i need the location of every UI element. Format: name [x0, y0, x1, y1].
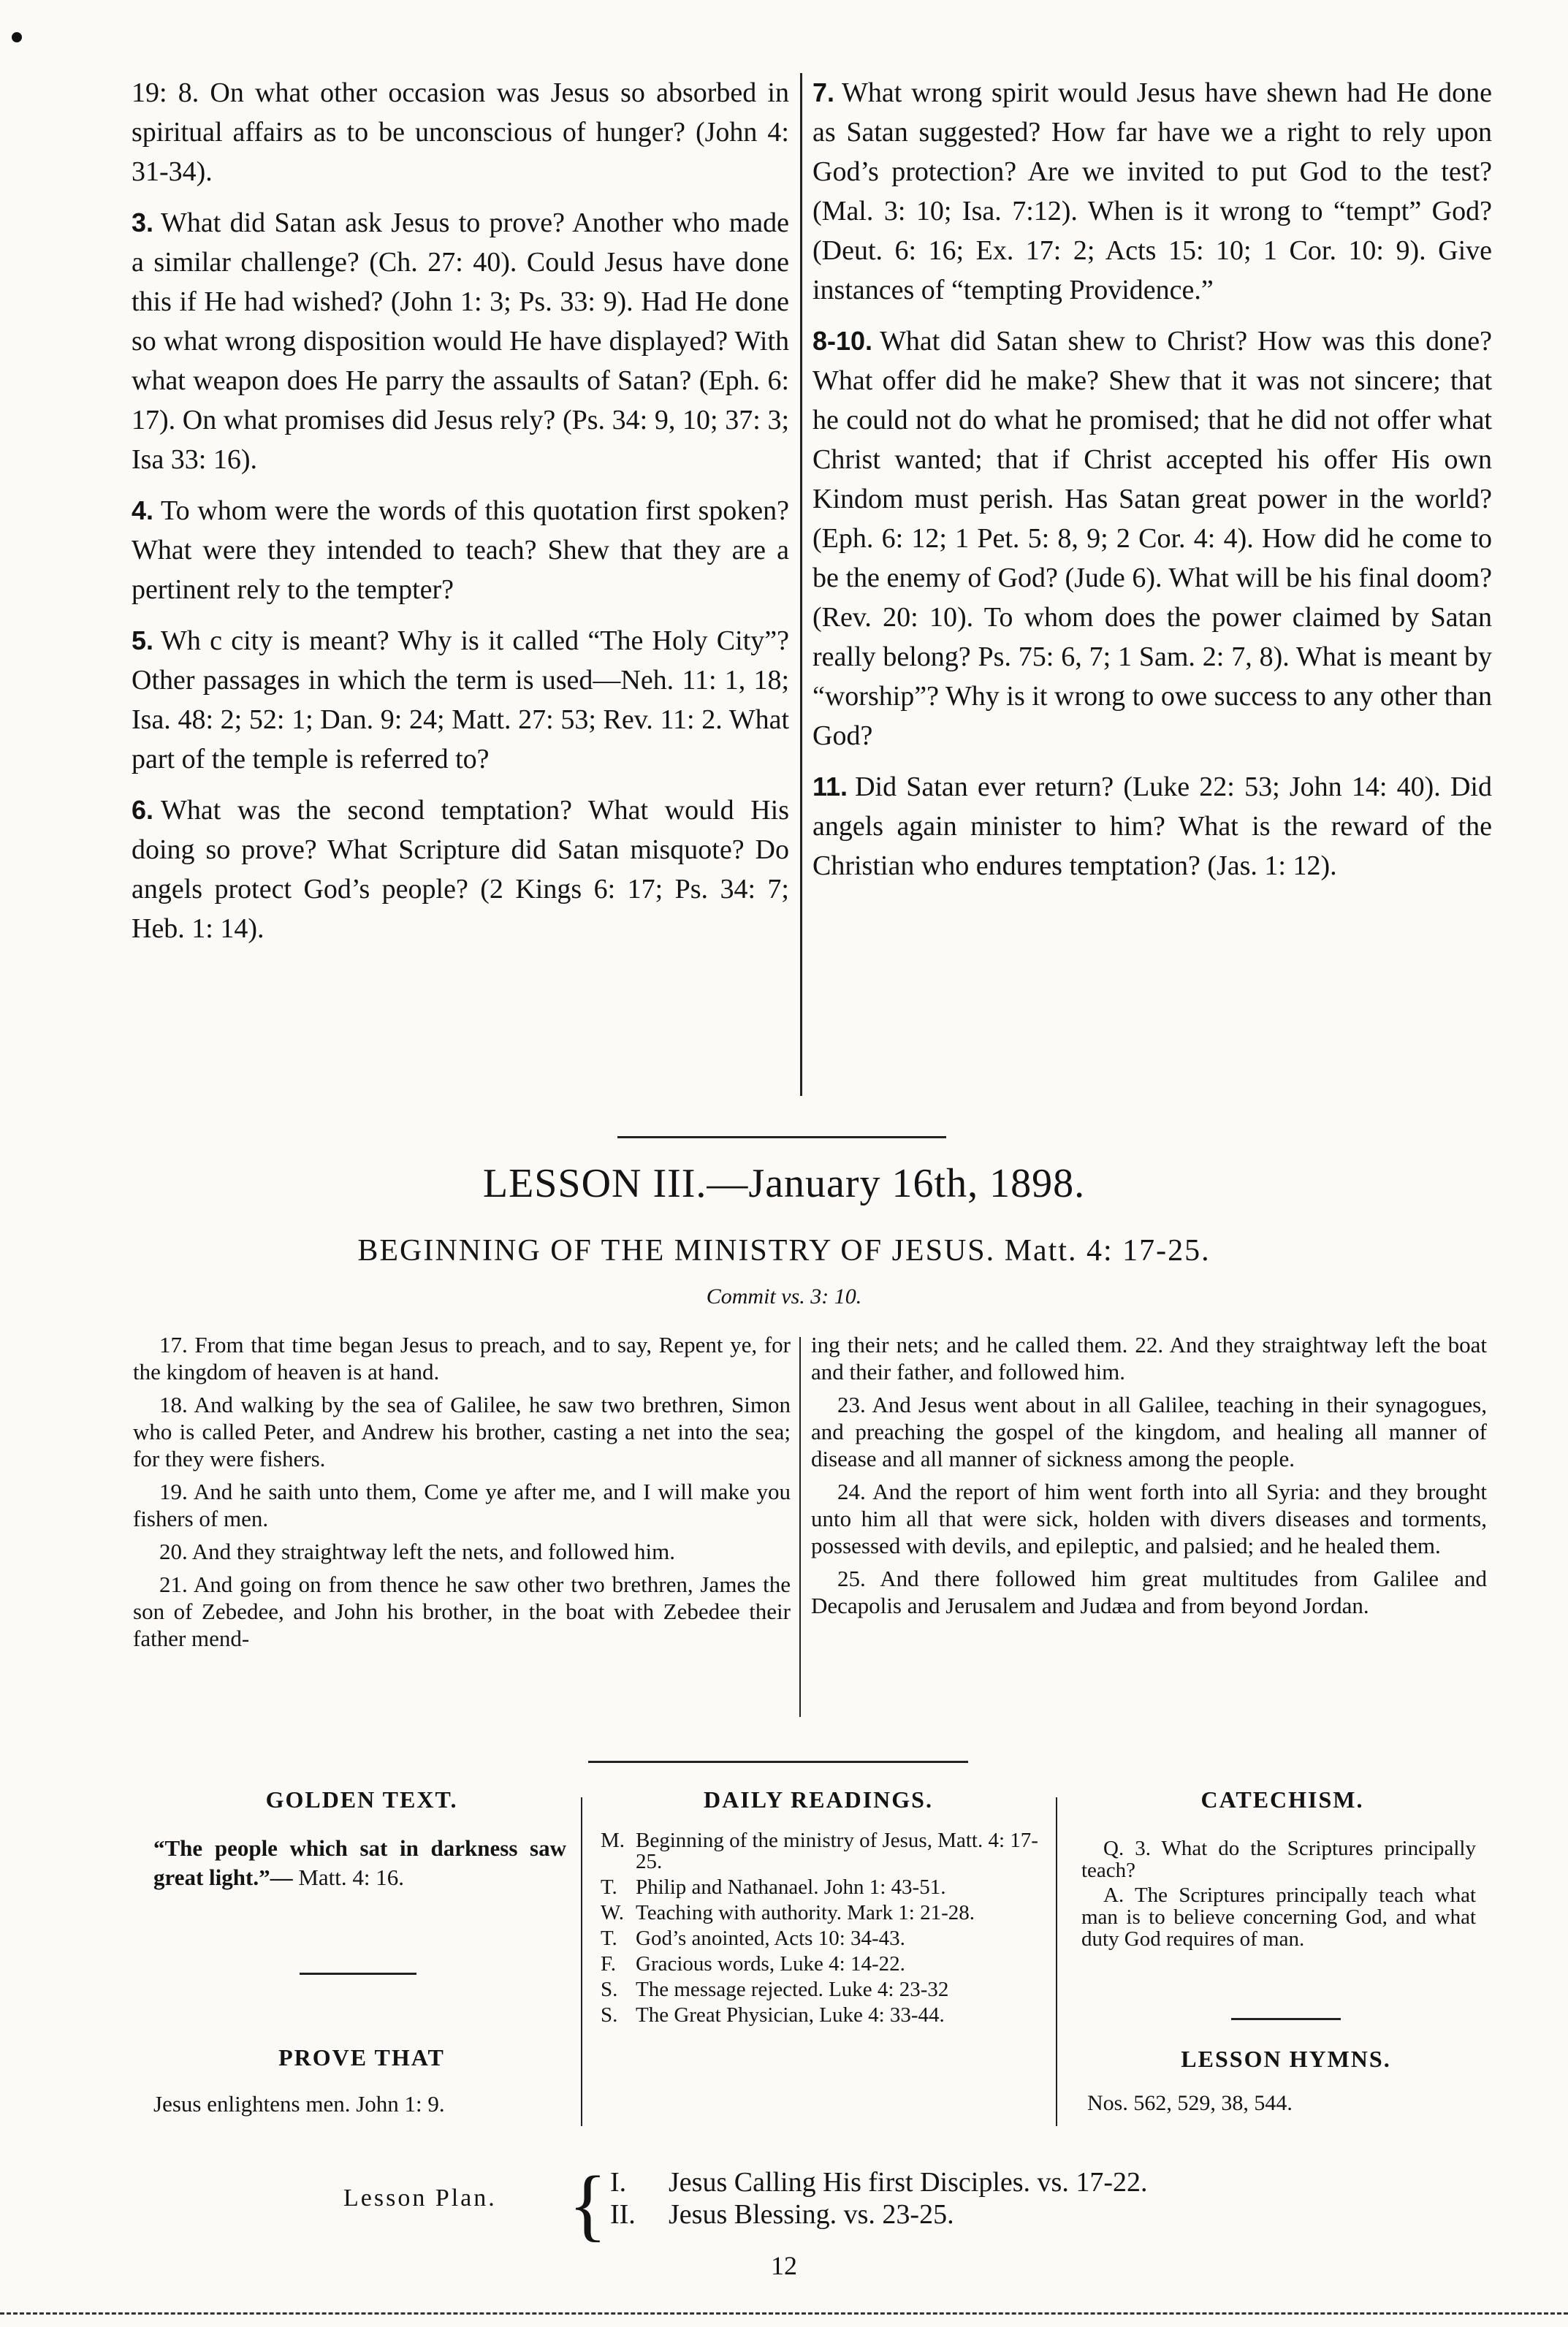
catechism-heading: CATECHISM.: [1200, 1786, 1364, 1813]
question-item: [812, 767, 1492, 886]
reading-text: Philip and Nathanael. John 1: 43-51.: [636, 1875, 946, 1899]
question-text: To whom were the words of this quotation first spoken? What were they intended to teach? Shew that they are a pertinent rely to the tempter?: [132, 495, 789, 605]
catechism-answer: A. The Scriptures principally teach what man is to believe concerning God, and what duty God requires of man.: [1081, 1884, 1476, 1951]
question-text: Did Satan ever return? (Luke 22: 53; John 14: 40). Did angels again minister to him? What is the reward of the Christian who endures temptation? (Jas. 1: 12).: [812, 772, 1492, 881]
question-item: [812, 321, 1492, 755]
golden-text-reference: Matt. 4: 16.: [298, 1865, 404, 1890]
prove-that-heading: PROVE THAT: [278, 2044, 445, 2071]
plan-item: [610, 2166, 1147, 2198]
reading-item: [601, 1928, 1039, 1949]
verse: 20. And they straightway left the nets, and followed him.: [159, 1539, 675, 1564]
questions-left-column: [132, 73, 789, 960]
verse: 21. And going on from thence he saw other two brethren, James the son of Zebedee, and John his brother, in the boat with Zebedee their father mend-: [133, 1572, 791, 1651]
separator-rule: [300, 1973, 416, 1975]
box-divider: [581, 1797, 582, 2126]
reading-text: Teaching with authority. Mark 1: 21-28.: [636, 1901, 975, 1924]
question-number: 7.: [812, 77, 835, 107]
page-number: 12: [771, 2251, 797, 2280]
verses-right-column: [811, 1331, 1487, 1625]
question-text: Wh c city is meant? Why is it called “The Holy City”? Other passages in which the term is used—Neh. 11: 1, 18; Isa. 48: 2; 52: 1; Dan. 9: 24; Matt. 27: 53; Rev. 11: 2. What part of the temple is referred to?: [132, 625, 789, 774]
reading-item: [601, 1903, 1039, 1924]
commit-verses: Commit vs. 3: 10.: [706, 1284, 862, 1309]
separator-rule: [1231, 2018, 1341, 2020]
question-number: 6.: [132, 795, 154, 825]
daily-readings-list: [601, 1830, 1039, 2030]
reading-item: [601, 1830, 1039, 1873]
question-number: 3.: [132, 207, 154, 237]
reading-text: God’s anointed, Acts 10: 34-43.: [636, 1927, 905, 1950]
lesson-subtitle: BEGINNING OF THE MINISTRY OF JESUS. Matt. 4: 17-25.: [357, 1234, 1211, 1268]
question-number: 4.: [132, 495, 154, 525]
separator-rule: [617, 1136, 946, 1138]
golden-text-heading: GOLDEN TEXT.: [265, 1786, 458, 1813]
margin-dot: [12, 32, 22, 42]
question-item: [132, 73, 789, 191]
verse: 24. And the report of him went forth into all Syria: and they brought unto him all that were sick, holden with divers diseases and torments, possessed with devils, and epileptic, and palsied; and he healed them.: [811, 1479, 1487, 1558]
plan-text: Jesus Blessing. vs. 23-25.: [669, 2199, 954, 2230]
reading-item: [601, 1954, 1039, 1975]
verse: 23. And Jesus went about in all Galilee, teaching in their synagogues, and preaching the gospel of the kingdom, and healing all manner of disease and all manner of sickness among the people.: [811, 1392, 1487, 1471]
lesson-hymns-heading: LESSON HYMNS.: [1181, 2046, 1391, 2072]
verse: 17. From that time began Jesus to preach, and to say, Repent ye, for the kingdom of heaven is at hand.: [133, 1332, 791, 1385]
question-item: [132, 621, 789, 779]
reading-day: M.: [601, 1829, 625, 1852]
verse: 19. And he saith unto them, Come ye after me, and I will make you fishers of men.: [133, 1479, 791, 1531]
question-text: 19: 8. On what other occasion was Jesus so absorbed in spiritual affairs as to be unconscious of hunger? (John 4: 31-34).: [132, 77, 789, 187]
reading-day: T.: [601, 1927, 617, 1950]
reading-day: T.: [601, 1875, 617, 1899]
plan-roman: II.: [610, 2199, 636, 2230]
plan-roman: I.: [610, 2167, 627, 2198]
lesson-plan-items: [610, 2166, 1147, 2231]
question-text: What did Satan ask Jesus to prove? Another who made a similar challenge? (Ch. 27: 40). Could Jesus have done this if He had wished? (John 1: 3; Ps. 33: 9). Had He done so what wrong disposition would He have displayed? With what weapon does He parry the assaults of Satan? (Eph. 6: 17). On what promises did Jesus rely? (Ps. 34: 9, 10; 37: 3; Isa 33: 16).: [132, 207, 789, 475]
golden-text: [153, 1834, 566, 1892]
reading-text: Gracious words, Luke 4: 14-22.: [636, 1952, 905, 1976]
question-text: What was the second temptation? What would His doing so prove? What Scripture did Satan misquote? Do angels protect God’s people? (2 Kings 6: 17; Ps. 34: 7; Heb. 1: 14).: [132, 795, 789, 944]
plan-item: [610, 2198, 1147, 2231]
verse: 25. And there followed him great multitudes from Galilee and Decapolis and Jerusalem and Judæa and from beyond Jordan.: [811, 1566, 1487, 1618]
daily-readings-heading: DAILY READINGS.: [704, 1786, 933, 1813]
questions-right-column: [812, 73, 1492, 897]
box-divider: [1056, 1797, 1057, 2126]
question-text: What did Satan shew to Christ? How was this done? What offer did he make? Shew that it was not sincere; that he could not do what he promised; that he did not offer what Christ wanted; that if Christ accepted his offer His own Kindom must perish. Has Satan great power in the world? (Eph. 6: 12; 1 Pet. 5: 8, 9; 2 Cor. 4: 4). How did he come to be the enemy of God? (Jude 6). What will be his final doom? (Rev. 20: 10). To whom does the power claimed by Satan really belong? Ps. 75: 6, 7; 1 Sam. 2: 7, 8). What is meant by “worship”? Why is it wrong to owe success to any other than God?: [812, 326, 1492, 751]
question-number: 8-10.: [812, 326, 873, 356]
lesson-plan-brace: {: [568, 2160, 607, 2249]
verse: 18. And walking by the sea of Galilee, he saw two brethren, Simon who is called Peter, and Andrew his brother, casting a net into the sea; for they were fishers.: [133, 1392, 791, 1471]
catechism-question: Q. 3. What do the Scriptures principally teach?: [1081, 1837, 1476, 1882]
golden-text-quote: “The people which sat in darkness saw great light.”—: [153, 1835, 566, 1890]
reading-day: W.: [601, 1901, 624, 1924]
verse-column-divider: [799, 1337, 801, 1717]
reading-item: [601, 1979, 1039, 2000]
bottom-edge-line: [0, 2312, 1568, 2315]
question-item: [132, 791, 789, 948]
verse: ing their nets; and he called them. 22. And they straightway left the boat and their father, and followed him.: [811, 1332, 1487, 1385]
lesson-plan-label: Lesson Plan.: [343, 2185, 497, 2212]
reading-day: F.: [601, 1952, 617, 1976]
question-text: What wrong spirit would Jesus have shewn had He done as Satan suggested? How far have we a right to rely upon God’s protection? Are we invited to put God to the test? (Mal. 3: 10; Isa. 7:12). When is it wrong to “tempt” God? (Deut. 6: 16; Ex. 17: 2; Acts 15: 10; 1 Cor. 10: 9). Give instances of “tempting Providence.”: [812, 77, 1492, 305]
lesson-hymns-text: Nos. 562, 529, 38, 544.: [1087, 2091, 1293, 2115]
reading-item: [601, 1877, 1039, 1898]
column-divider: [800, 73, 802, 1096]
reading-text: The message rejected. Luke 4: 23-32: [636, 1978, 949, 2001]
reading-text: The Great Physician, Luke 4: 33-44.: [636, 2003, 945, 2027]
question-item: [812, 73, 1492, 310]
question-item: [132, 203, 789, 479]
verses-left-column: [133, 1331, 791, 1658]
prove-that-text: Jesus enlightens men. John 1: 9.: [153, 2091, 445, 2117]
question-number: 5.: [132, 625, 154, 655]
lesson-title: LESSON III.—January 16th, 1898.: [482, 1161, 1086, 1206]
plan-text: Jesus Calling His first Disciples. vs. 17-22.: [669, 2167, 1148, 2198]
reading-day: S.: [601, 2003, 618, 2027]
reading-item: [601, 2005, 1039, 2026]
separator-rule: [588, 1761, 968, 1763]
reading-day: S.: [601, 1978, 618, 2001]
question-number: 11.: [812, 772, 848, 801]
question-item: [132, 491, 789, 609]
catechism-body: [1081, 1837, 1476, 1953]
reading-text: Beginning of the ministry of Jesus, Matt. 4: 17-25.: [636, 1829, 1038, 1873]
